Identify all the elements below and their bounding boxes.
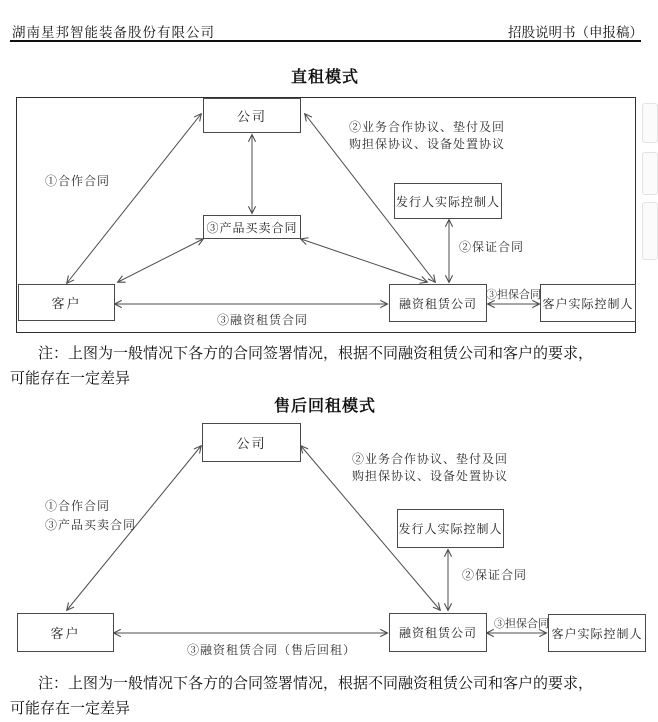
node-customer-controller: 客户实际控制人 [540, 284, 636, 322]
header-company-name: 湖南星邦智能装备股份有限公司 [12, 25, 215, 40]
direct-lease-diagram [16, 97, 636, 333]
node-company: 公司 [203, 98, 301, 133]
node-leasing-company: 融资租赁公司 [389, 613, 487, 652]
node-issuer-controller: 发行人实际控制人 [394, 183, 502, 219]
edge-label-lease: ③融资租赁合同（售后回租） [187, 643, 357, 657]
edge-label-business-1: ②业务合作协议、垫付及回 [352, 452, 509, 466]
edge-label-cooperation: ①合作合同 [45, 174, 111, 188]
edge-label-business-2: 购担保协议、设备处置协议 [349, 137, 506, 151]
node-customer: 客户 [18, 284, 115, 321]
note-line: 注：上图为一般情况下各方的合同签署情况，根据不同融资租赁公司和客户的要求， [38, 346, 594, 362]
edge-label-security: ③担保合同 [494, 618, 549, 630]
direct-lease-note [10, 342, 642, 392]
header-rule [10, 40, 641, 42]
right-edge-artifact [642, 152, 658, 195]
note-line: 可能存在一定差异 [10, 371, 131, 387]
edge-label-cooperation-1: ①合作合同 [45, 499, 111, 513]
edge-label-cooperation-2: ③产品买卖合同 [45, 518, 137, 532]
node-leasing-company: 融资租赁公司 [389, 284, 487, 322]
right-edge-artifact [642, 202, 658, 260]
node-company: 公司 [202, 423, 301, 462]
node-customer-controller: 客户实际控制人 [548, 614, 646, 652]
header-doc-label: 招股说明书（申报稿） [508, 25, 643, 40]
edge-label-business-1: ②业务合作协议、垫付及回 [349, 120, 506, 134]
edge-label-guarantee: ②保证合同 [462, 568, 528, 582]
node-product-contract: ③产品买卖合同 [203, 215, 301, 239]
edge-label-guarantee: ②保证合同 [459, 240, 525, 254]
right-edge-artifact [642, 103, 658, 143]
direct-lease-title: 直租模式 [290, 69, 359, 86]
node-issuer-controller: 发行人实际控制人 [397, 509, 504, 548]
node-customer: 客户 [17, 613, 114, 652]
note-line: 可能存在一定差异 [10, 701, 131, 717]
sale-leaseback-title: 售后回租模式 [273, 398, 376, 415]
sale-leaseback-diagram [10, 420, 648, 665]
sale-leaseback-note [10, 672, 642, 722]
edge-label-business-2: 购担保协议、设备处置协议 [352, 469, 509, 483]
note-line: 注：上图为一般情况下各方的合同签署情况，根据不同融资租赁公司和客户的要求， [38, 676, 594, 692]
edge-label-lease: ③融资租赁合同 [217, 313, 309, 327]
edge-label-security: ③担保合同 [486, 289, 541, 301]
